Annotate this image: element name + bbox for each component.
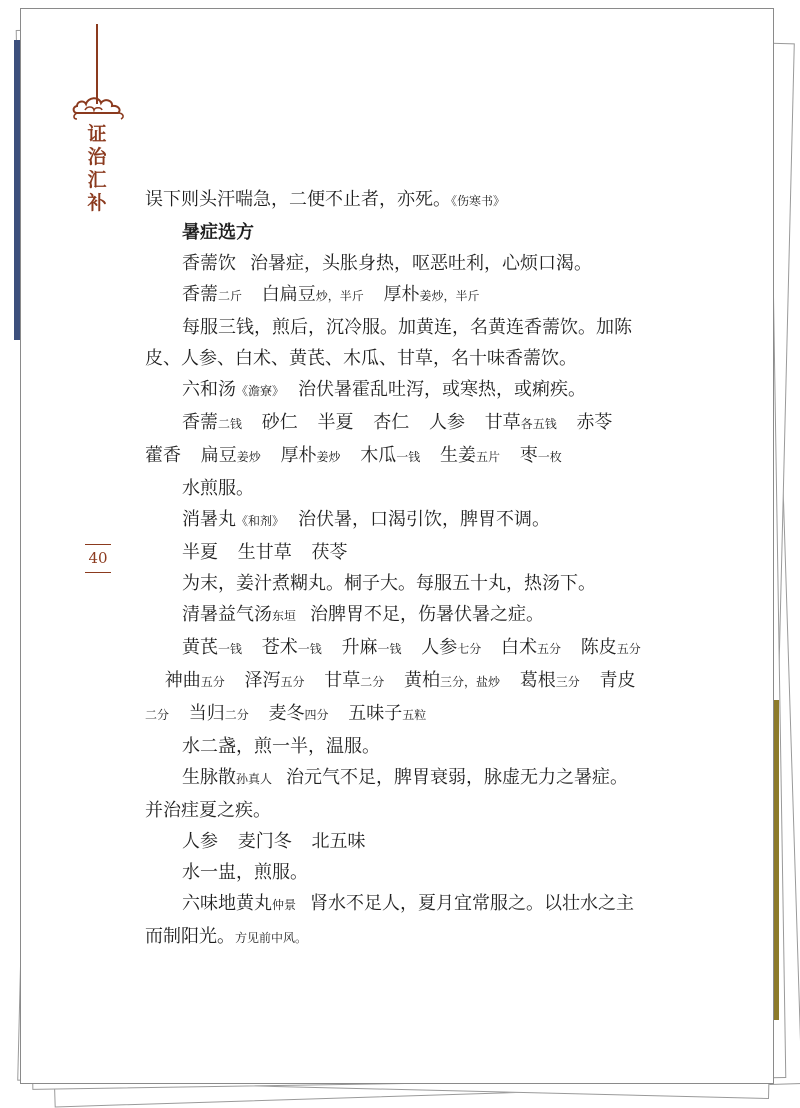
paragraph: 水煎服。 [182, 478, 254, 499]
formula-heading: 六和汤《澹寮》 治伏暑霍乱吐泻，或寒热，或痢疾。 [182, 379, 587, 400]
book-title-char: 治 [87, 146, 107, 168]
paragraph: 水一盅，煎服。 [182, 862, 308, 883]
page-number: 40 [88, 549, 108, 567]
section-title: 暑症选方 [182, 222, 254, 243]
page-number-block [83, 544, 113, 573]
ingredient-line: 黄芪一钱 苍术一钱 升麻一钱 人参七分 白术五分 陈皮五分 神曲五分 泽泻五分 甘草二分 黄柏三分，盐炒 葛根三分 青皮二分 当归二分 麦冬四分 五味子五粒 [145, 637, 641, 724]
book-page [20, 8, 774, 1084]
paragraph: 每服三钱，煎后，沉冷服。加黄连，名黄连香薷饮。加陈皮、人参、白术、黄芪、木瓜、甘草，名十味香薷饮。 [145, 317, 632, 369]
book-title-char: 证 [87, 123, 107, 145]
ingredient-line: 香薷二钱 砂仁 半夏 杏仁 人参 甘草各五钱 赤苓 藿香 扁豆姜炒 厚朴姜炒 木瓜一钱 生姜五片 枣一枚 [145, 412, 613, 466]
book-title-char: 补 [87, 192, 107, 214]
source-note: 《伤寒书》 [451, 194, 506, 208]
formula-heading: 生脉散孙真人 治元气不足，脾胃衰弱，脉虚无力之暑症。并治疰夏之疾。 [145, 767, 629, 821]
formula-heading: 清暑益气汤东垣 治脾胃不足，伤暑伏暑之症。 [182, 604, 545, 625]
paragraph: 水二盏，煎一半，温服。 [182, 736, 380, 757]
ingredient-line: 半夏 生甘草 茯苓 [182, 542, 348, 563]
book-title-vertical [84, 123, 110, 215]
page-body [145, 184, 645, 954]
cross-reference-note: 方见前中风。 [235, 931, 308, 945]
formula-name: 生脉散 [182, 767, 236, 788]
formula-name: 六和汤 [182, 379, 236, 400]
formula-name: 清暑益气汤 [182, 604, 272, 625]
formula-heading: 六味地黄丸仲景 肾水不足人，夏月宜常服之。以壮水之主而制阳光。方见前中风。 [145, 893, 635, 947]
ingredient-line: 香薷二斤 白扁豆炒，半斤 厚朴姜炒，半斤 [182, 284, 480, 305]
book-edge-right [774, 700, 779, 1020]
book-title-char: 汇 [87, 169, 107, 191]
formula-name: 六味地黄丸 [182, 893, 272, 914]
formula-name: 消暑丸 [182, 509, 236, 530]
auspicious-cloud-icon [71, 91, 127, 123]
ingredient-line: 人参 麦门冬 北五味 [182, 831, 366, 852]
text-line: 误下则头汗喘急，二便不止者，亦死。《伤寒书》 [145, 189, 506, 210]
paragraph: 为末，姜汁煮糊丸。桐子大。每服五十丸，热汤下。 [182, 573, 596, 594]
formula-heading: 香薷饮 治暑症，头胀身热，呕恶吐利，心烦口渴。 [182, 253, 592, 274]
formula-name: 香薷饮 [182, 253, 236, 274]
formula-heading: 消暑丸《和剂》 治伏暑，口渴引饮，脾胃不调。 [182, 509, 551, 530]
